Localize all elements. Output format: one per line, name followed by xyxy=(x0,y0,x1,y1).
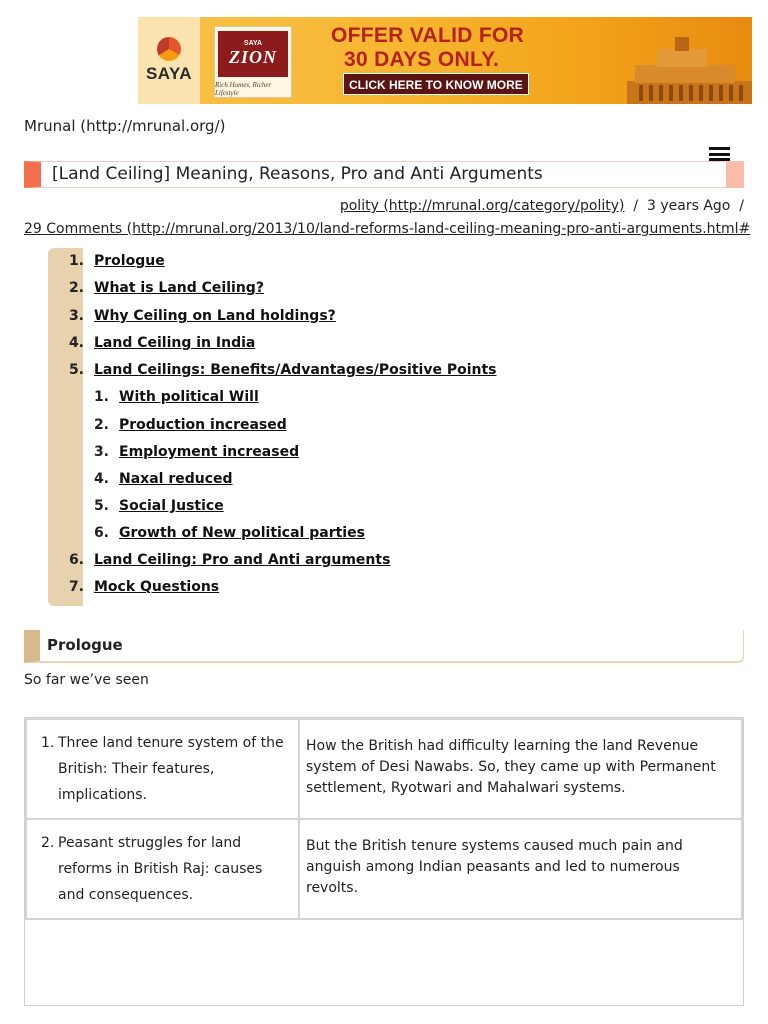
toc-item[interactable]: 1. Prologue xyxy=(68,253,165,269)
toc-item[interactable]: 5. Land Ceilings: Benefits/Advantages/Positive Points xyxy=(68,362,497,378)
category-link[interactable]: polity (http://mrunal.org/category/polity) xyxy=(339,198,625,214)
title-corner-accent xyxy=(726,161,744,188)
row-number: 2. xyxy=(41,835,55,851)
toc-subitem[interactable]: 5. Social Justice xyxy=(93,498,224,514)
table-cell: But the British tenure systems caused much pain and anguish among Indian peasants and led to numerous revolts. xyxy=(299,819,742,919)
zion-brand-small: SAYA xyxy=(243,40,263,47)
row-topic: Three land tenure system of the British: Their features, implications. xyxy=(58,735,284,803)
table-row xyxy=(26,819,742,919)
site-home-link[interactable]: Mrunal (http://mrunal.org/) xyxy=(24,117,226,135)
section-heading-bar xyxy=(24,630,744,663)
zion-brand-logo xyxy=(214,26,292,98)
building-illustration xyxy=(627,37,752,104)
toc-item[interactable]: 7. Mock Questions xyxy=(68,579,220,595)
toc-link[interactable]: Mock Questions xyxy=(94,579,220,595)
article-title: [Land Ceiling] Meaning, Reasons, Pro and Anti Arguments xyxy=(52,164,543,184)
table-cell: How the British had difficulty learning the land Revenue system of Desi Nawabs. So, they came up with Permanent settlement, Ryotwari and Mahalwari systems. xyxy=(299,719,742,819)
toc-link[interactable]: Naxal reduced xyxy=(119,471,233,487)
table-of-contents xyxy=(48,248,497,606)
saya-logo xyxy=(138,17,200,104)
toc-link[interactable]: Growth of New political parties xyxy=(119,525,365,541)
saya-logo-text: SAYA xyxy=(145,64,193,83)
toc-item[interactable]: 2. What is Land Ceiling? xyxy=(68,280,264,296)
toc-link[interactable]: Land Ceilings: Benefits/Advantages/Positive Points xyxy=(94,362,497,378)
toc-link[interactable]: Land Ceiling: Pro and Anti arguments xyxy=(94,552,391,568)
toc-link[interactable]: Why Ceiling on Land holdings? xyxy=(94,308,336,324)
article-title-bar xyxy=(24,161,744,188)
toc-item[interactable]: 4. Land Ceiling in India xyxy=(68,335,256,351)
saya-emblem-icon xyxy=(157,37,181,61)
row-number: 1. xyxy=(41,735,55,751)
toc-link[interactable]: Social Justice xyxy=(119,498,224,514)
article-age: 3 years Ago xyxy=(647,198,731,214)
intro-text: So far we’ve seen xyxy=(24,672,149,688)
comments-meta xyxy=(24,221,750,237)
toc-item[interactable]: 6. Land Ceiling: Pro and Anti arguments xyxy=(68,552,391,568)
toc-subitem[interactable]: 2. Production increased xyxy=(93,417,287,433)
toc-item[interactable]: 3. Why Ceiling on Land holdings? xyxy=(68,308,336,324)
toc-subitem[interactable]: 1. With political Will xyxy=(93,389,259,405)
zion-brand-big: ZION xyxy=(229,47,277,67)
zion-tagline: Rich Homes, Richer Lifestyle xyxy=(215,81,272,97)
toc-subitem[interactable]: 4. Naxal reduced xyxy=(93,471,233,487)
toc-link[interactable]: Land Ceiling in India xyxy=(94,335,256,351)
meta-separator: / xyxy=(739,198,744,214)
toc-link[interactable]: Prologue xyxy=(94,253,165,269)
summary-table xyxy=(24,717,744,1006)
table-cell xyxy=(26,819,299,919)
comments-link[interactable]: 29 Comments (http://mrunal.org/2013/10/land-reforms-land-ceiling-meaning-pro-anti-arguments.html# xyxy=(24,221,751,237)
article-meta xyxy=(340,198,744,214)
offer-headline-1: OFFER VALID FOR xyxy=(331,24,525,47)
toc-link[interactable]: Production increased xyxy=(119,417,287,433)
section-heading: Prologue xyxy=(47,636,123,654)
toc-link[interactable]: Employment increased xyxy=(119,444,300,460)
ad-banner[interactable] xyxy=(138,17,752,104)
table-row xyxy=(26,719,742,819)
ad-cta-button[interactable]: CLICK HERE TO KNOW MORE xyxy=(343,73,529,95)
table-cell xyxy=(26,719,299,819)
toc-link[interactable]: What is Land Ceiling? xyxy=(94,280,264,296)
toc-link[interactable]: With political Will xyxy=(119,389,259,405)
offer-headline-2: 30 DAYS ONLY. xyxy=(344,48,500,71)
toc-subitem[interactable]: 6. Growth of New political parties xyxy=(93,525,365,541)
toc-subitem[interactable]: 3. Employment increased xyxy=(93,444,300,460)
meta-separator: / xyxy=(633,198,639,214)
row-topic: Peasant struggles for land reforms in British Raj: causes and consequences. xyxy=(58,835,263,903)
